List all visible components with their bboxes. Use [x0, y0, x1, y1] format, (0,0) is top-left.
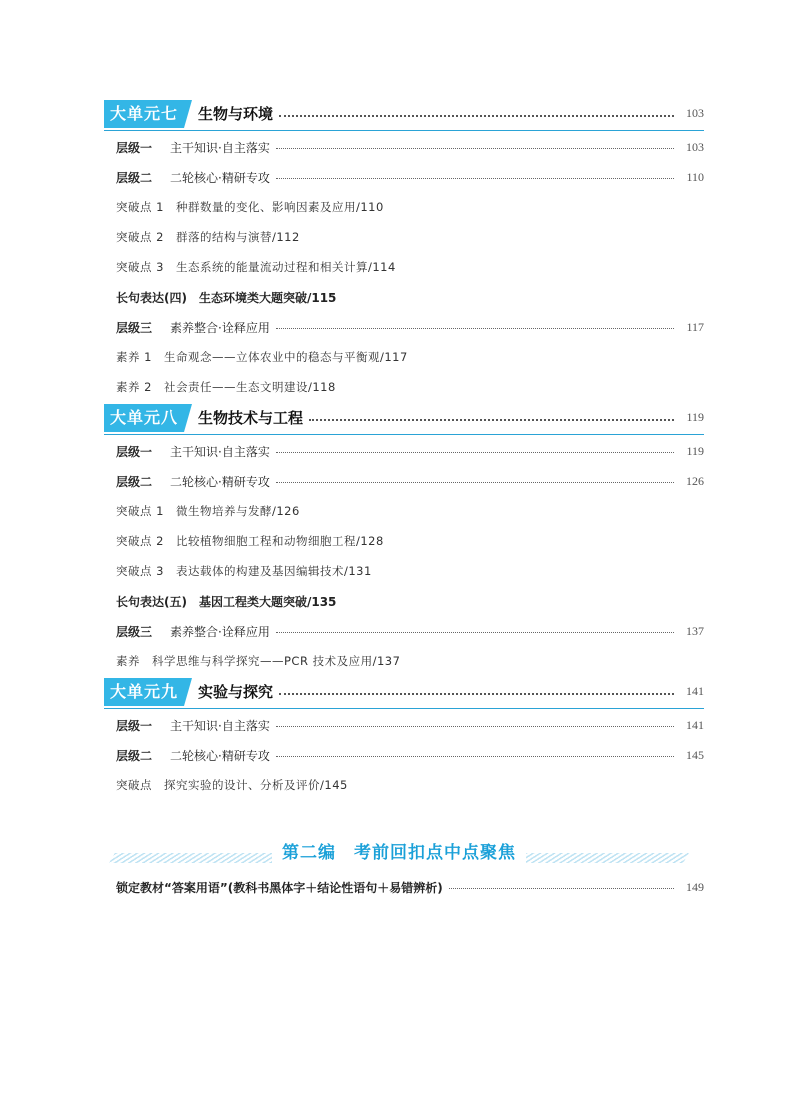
- unit-tag: 大单元八: [104, 404, 184, 432]
- entry-level: 层级一: [116, 140, 153, 155]
- entry-level: 层级一: [116, 718, 153, 733]
- dot-leader: [309, 419, 674, 421]
- dot-leader: [276, 756, 674, 757]
- unit-title: 生物技术与工程: [198, 409, 304, 427]
- toc-long-entry[interactable]: [104, 586, 704, 616]
- dot-leader: [276, 726, 674, 727]
- toc-subentry[interactable]: [104, 342, 704, 372]
- page-number: 103: [686, 139, 704, 154]
- toc-entry[interactable]: [104, 710, 704, 740]
- entry-text: 主干知识·自主落实: [170, 718, 270, 733]
- unit-header[interactable]: [104, 98, 704, 129]
- toc-subentry[interactable]: [104, 222, 704, 252]
- toc-entry[interactable]: [104, 312, 704, 342]
- subentry-text: 突破点 探究实验的设计、分析及评价/145: [116, 778, 348, 792]
- toc-subentry[interactable]: [104, 496, 704, 526]
- unit-header[interactable]: [104, 402, 704, 433]
- subentry-text: 素养 科学思维与科学探究——PCR 技术及应用/137: [116, 654, 401, 668]
- entry-level: 层级三: [116, 320, 153, 335]
- dot-leader: [276, 178, 674, 179]
- subentry-text: 突破点 1 微生物培养与发酵/126: [116, 504, 300, 518]
- entry-text: 二轮核心·精研专攻: [170, 170, 270, 185]
- dot-leader: [276, 632, 674, 633]
- entry-level: 层级二: [116, 170, 153, 185]
- entry-level: 层级三: [116, 624, 153, 639]
- subentry-text: 素养 1 生命观念——立体农业中的稳态与平衡观/117: [116, 350, 408, 364]
- page-number: 103: [686, 106, 704, 120]
- entry-level: 层级一: [116, 444, 153, 459]
- unit-underline: [104, 434, 704, 435]
- toc-entry[interactable]: [104, 162, 704, 192]
- entry-text: 主干知识·自主落实: [170, 140, 270, 155]
- subentry-text: 突破点 1 种群数量的变化、影响因素及应用/110: [116, 200, 384, 214]
- dot-leader: [279, 693, 674, 695]
- page-number: 126: [686, 473, 704, 488]
- dot-leader: [276, 328, 674, 329]
- dot-leader: [279, 115, 674, 117]
- page-number: 119: [686, 443, 704, 458]
- dot-leader: [449, 888, 674, 889]
- page-number: 141: [686, 717, 704, 732]
- dot-leader: [276, 452, 674, 453]
- toc-subentry[interactable]: [104, 252, 704, 282]
- unit-tag: 大单元九: [104, 678, 184, 706]
- unit-title: 生物与环境: [198, 105, 274, 123]
- long-entry-text: 长句表达(四) 生态环境类大题突破/115: [116, 290, 337, 305]
- toc-entry[interactable]: [104, 740, 704, 770]
- toc-subentry[interactable]: [104, 192, 704, 222]
- page-number: 137: [686, 623, 704, 638]
- entry-text: 锁定教材“答案用语”(教科书黑体字＋结论性语句＋易错辨析): [116, 880, 443, 895]
- toc-entry[interactable]: [116, 876, 704, 898]
- page-number: 145: [686, 747, 704, 762]
- entry-text: 素养整合·诠释应用: [170, 320, 270, 335]
- unit-underline: [104, 708, 704, 709]
- unit-tag: 大单元七: [104, 100, 184, 128]
- part-header: [112, 838, 686, 868]
- entry-text: 主干知识·自主落实: [170, 444, 270, 459]
- toc-entry[interactable]: [104, 466, 704, 496]
- page-number: 119: [686, 410, 704, 424]
- page-number: 141: [686, 684, 704, 698]
- toc-subentry[interactable]: [104, 770, 704, 800]
- entry-level: 层级二: [116, 474, 153, 489]
- table-of-contents: [104, 98, 704, 800]
- dot-leader: [276, 148, 674, 149]
- long-entry-text: 长句表达(五) 基因工程类大题突破/135: [116, 594, 337, 609]
- subentry-text: 突破点 3 生态系统的能量流动过程和相关计算/114: [116, 260, 396, 274]
- entry-text: 素养整合·诠释应用: [170, 624, 270, 639]
- entry-text: 二轮核心·精研专攻: [170, 748, 270, 763]
- subentry-text: 素养 2 社会责任——生态文明建设/118: [116, 380, 336, 394]
- toc-long-entry[interactable]: [104, 282, 704, 312]
- unit-title: 实验与探究: [198, 683, 274, 701]
- page-number: 149: [686, 879, 704, 894]
- toc-entry[interactable]: [104, 436, 704, 466]
- unit-underline: [104, 130, 704, 131]
- toc-entry[interactable]: [104, 616, 704, 646]
- subentry-text: 突破点 2 比较植物细胞工程和动物细胞工程/128: [116, 534, 384, 548]
- part-title: 第二编 考前回扣点中点聚焦: [272, 838, 526, 863]
- dot-leader: [276, 482, 674, 483]
- toc-subentry[interactable]: [104, 556, 704, 586]
- page-number: 117: [686, 319, 704, 334]
- toc-subentry[interactable]: [104, 372, 704, 402]
- subentry-text: 突破点 2 群落的结构与演替/112: [116, 230, 300, 244]
- toc-entry[interactable]: [104, 132, 704, 162]
- toc-subentry[interactable]: [104, 526, 704, 556]
- entry-text: 二轮核心·精研专攻: [170, 474, 270, 489]
- toc-subentry[interactable]: [104, 646, 704, 676]
- page-number: 110: [686, 169, 704, 184]
- unit-header[interactable]: [104, 676, 704, 707]
- subentry-text: 突破点 3 表达载体的构建及基因编辑技术/131: [116, 564, 372, 578]
- entry-level: 层级二: [116, 748, 153, 763]
